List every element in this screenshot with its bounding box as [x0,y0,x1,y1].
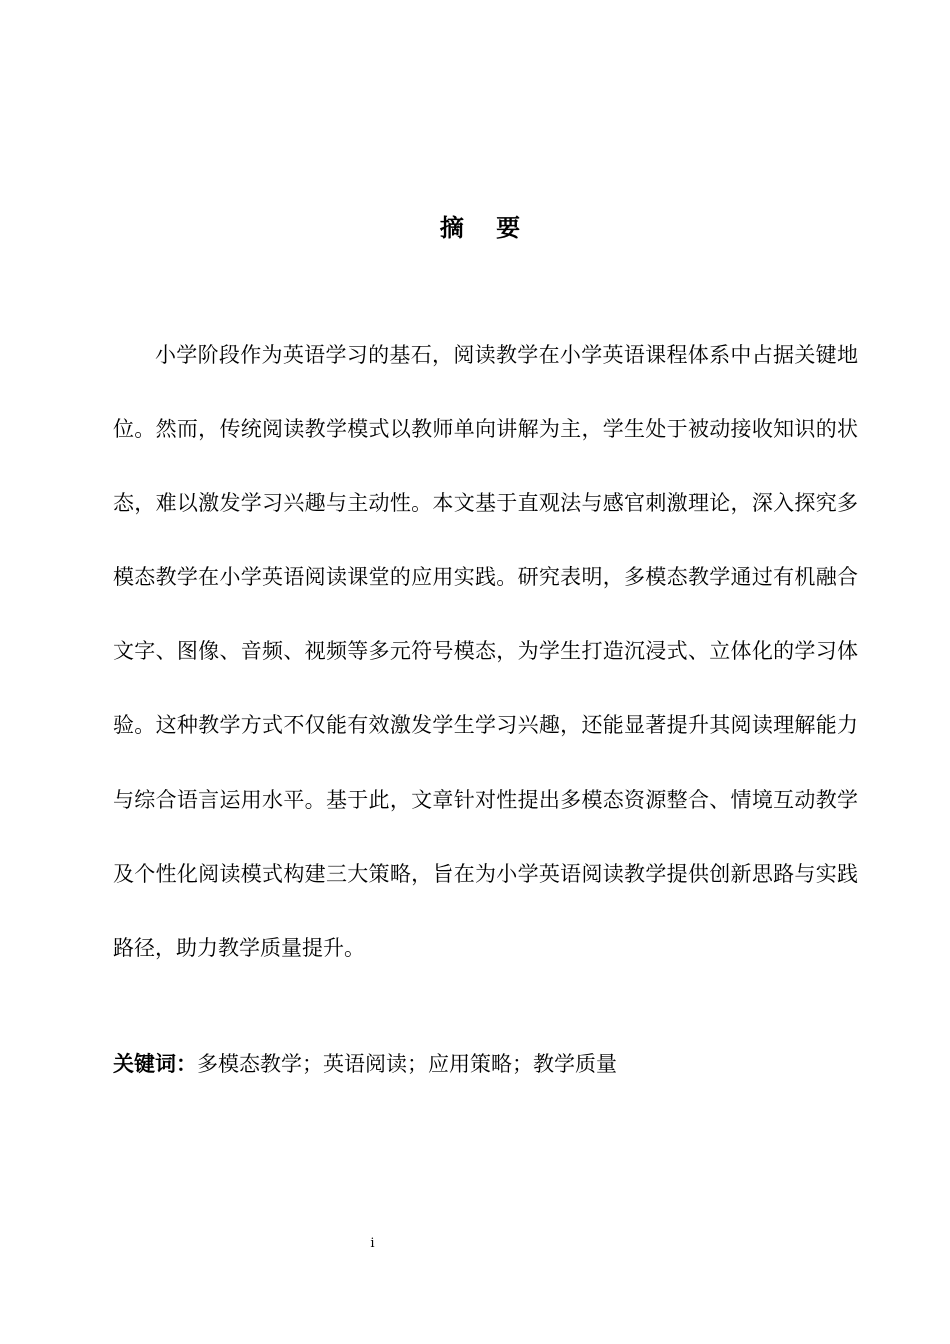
abstract-title: 摘 要 [439,214,533,242]
keywords-line [113,1044,858,1084]
keywords-text: 多模态教学；英语阅读；应用策略；教学质量 [197,1052,617,1076]
abstract-paragraph: 小学阶段作为英语学习的基石，阅读教学在小学英语课程体系中占据关键地位。然而，传统阅读教学模式以教师单向讲解为主，学生处于被动接收知识的状态，难以激发学习兴趣与主动性。本文基于直观法与感官刺激理论，深入探究多模态教学在小学英语阅读课堂的应用实践。研究表明，多模态教学通过有机融合文字、图像、音频、视频等多元符号模态，为学生打造沉浸式、立体化的学习体验。这种教学方式不仅能有效激发学生学习兴趣，还能显著提升其阅读理解能力与综合语言运用水平。基于此，文章针对性提出多模态资源整合、情境互动教学及个性化阅读模式构建三大策略，旨在为小学英语阅读教学提供创新思路与实践路径，助力教学质量提升。 [113,343,858,960]
page-number: i [370,1236,375,1251]
keywords-label: 关键词： [113,1052,197,1076]
